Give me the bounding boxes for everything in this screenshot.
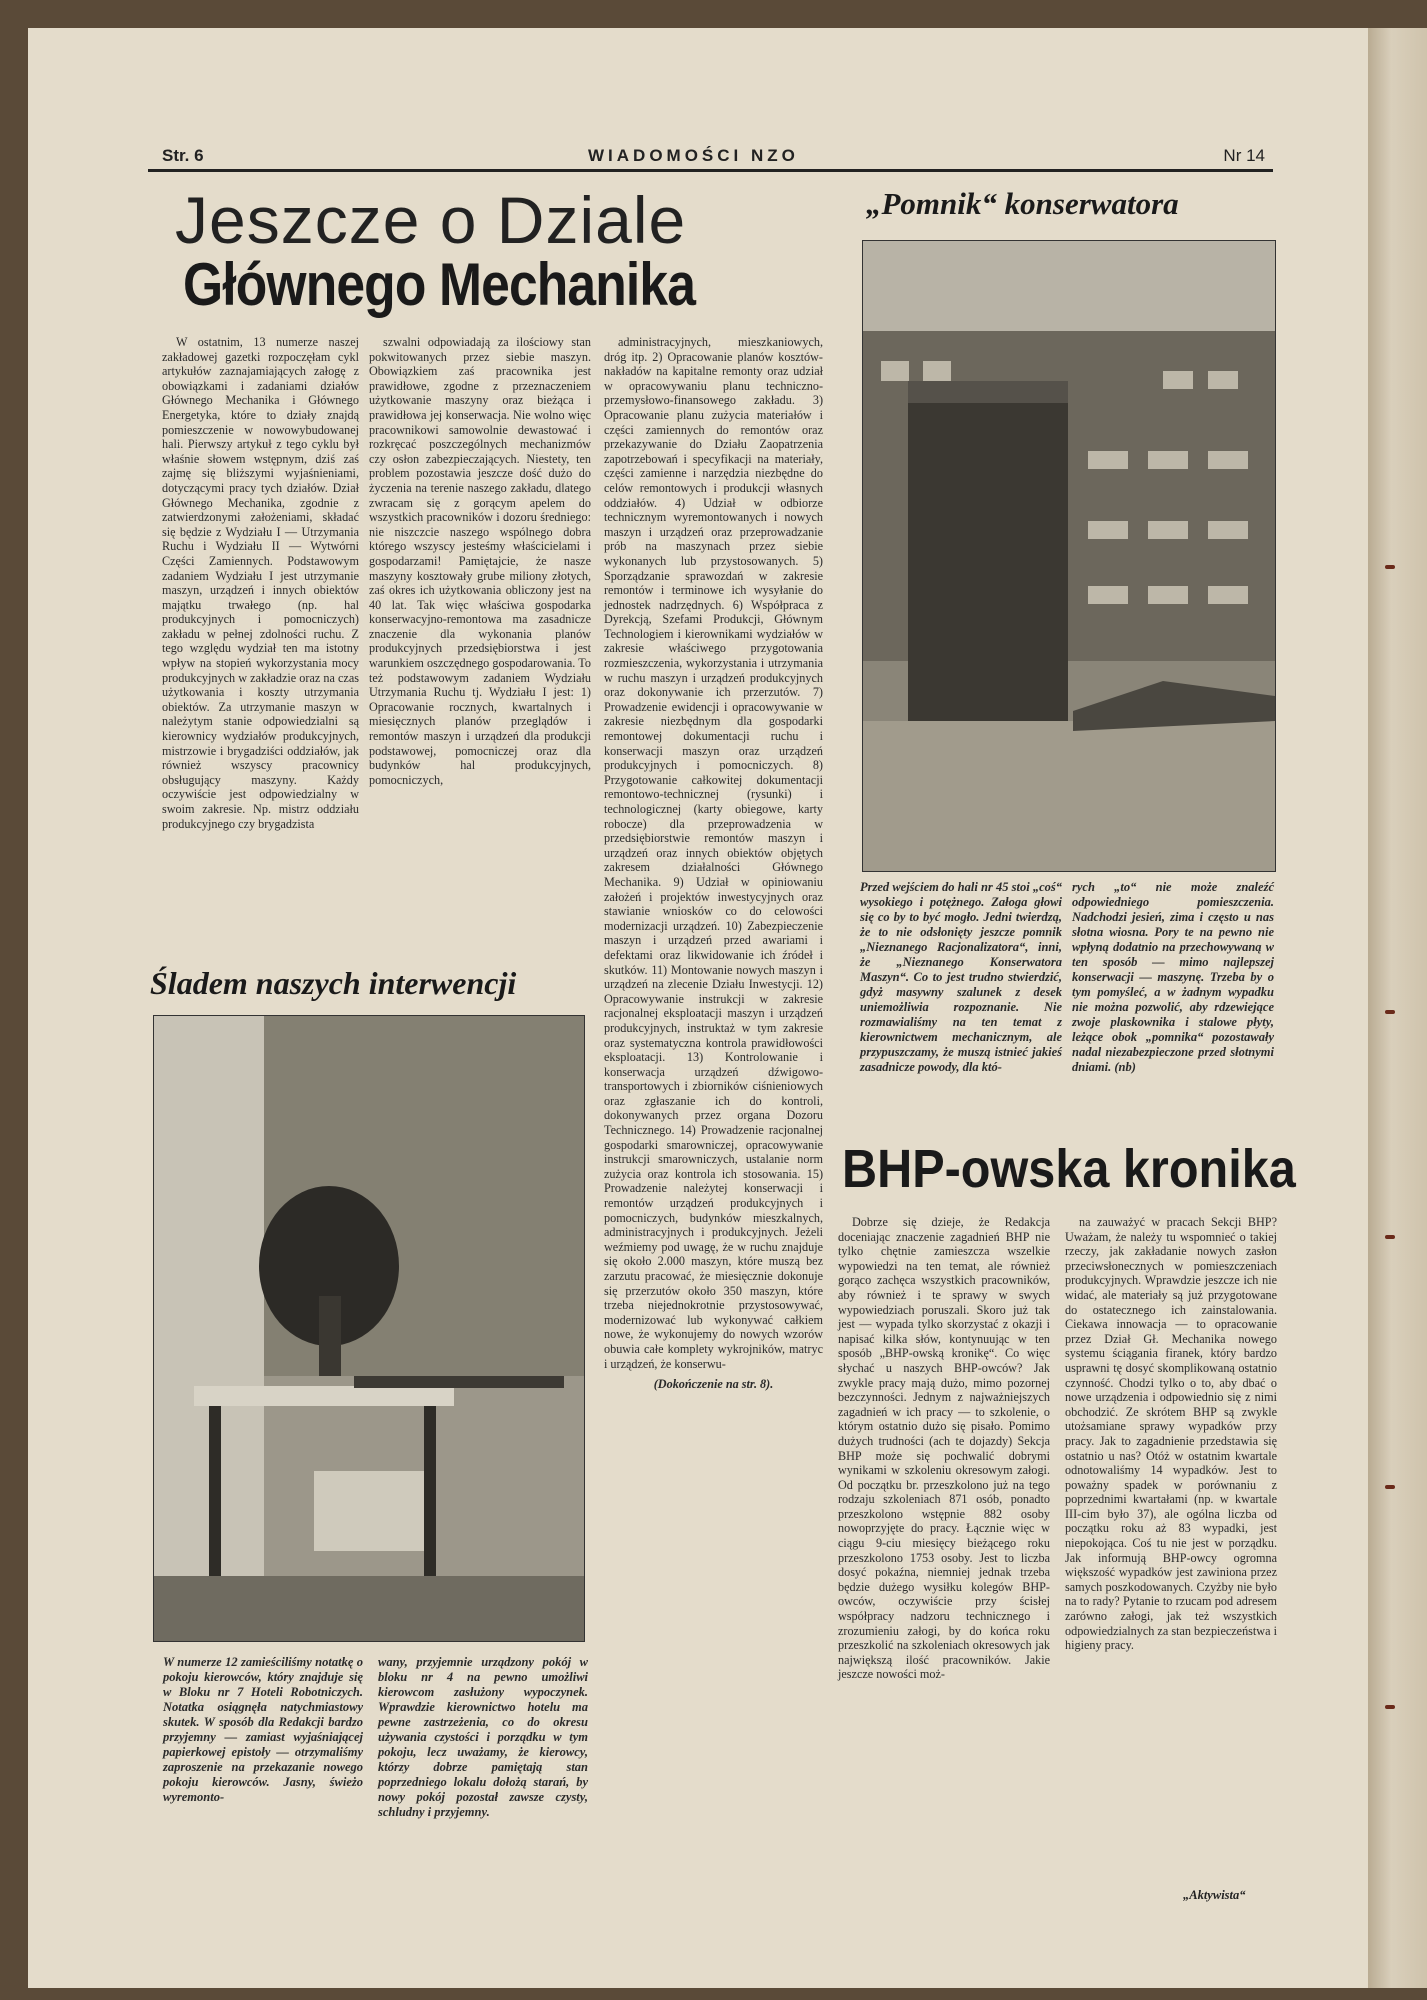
article-column: na zauważyć w pracach Sekcji BHP? Uważam, że należy tu wspomnieć o takiej rzeczy, jak zakładanie nowych zasłon przeciwsłonecznych w pomieszczeniach produkcyjnych. Wprawdzie jeszcze ich nie widać, ale materiały są już przygotowane do ostatecznego ich zainstalowania. Ciekawa innowacja — to opracowanie przez Dział Gł. Mechanika nowego systemu ściągania firanek, który bardzo usprawni tę dosyć skomplikowaną ostatnio czynność. Chodzi tylko o to, aby dbać o nowe urządzenia i odpowiednio się z nimi obchodzić. Ze skrótem BHP są zwykle utożsamiane sprawy wypadków przy pracy. Jak to zagadnienie przedstawia się ostatnio u nas? Otóż w ostatnim kwartale odnotowaliśmy 14 wypadków. Jest to poważny spadek w porównaniu z poprzednimi kwartałami (np. w kwartale III-cim było 37), ale ogólna liczba od początku roku aż 83 wypadki, jest niepokojąca. Coś tu nie jest w porządku. Jak informują BHP-owcy ogromna większość wypadków jest zawiniona przez samych poszkodowanych. Czyżby nie było na to rady? Pytanie to rzucam pod adresem zarówno załogi, jak też wszystkich odpowiedzialnych za stan bezpieczeństwa i higieny pracy.	[1065, 1215, 1277, 1653]
photo-caption: Przed wejściem do hali nr 45 stoi „coś“ wysokiego i potężnego. Załoga głowi się co by to być mogło. Jedni twierdzą, że to nie odsłonięty jeszcze pomnik „Nieznanego Racjonalizatora“, inni, że „Nieznanego Konserwatora Maszyn“. Co to jest trudno stwierdzić, gdyż masywny szalunek z desek uniemożliwia rozpoznanie. Nie rozmawialiśmy na ten temat z kierownictwem mechanicznym, ale przypuszczamy, że muszą istnieć jakieś zasadnicze powody, dla któ-	[860, 880, 1062, 1074]
construction-photo	[862, 240, 1276, 872]
binding-staple	[1385, 1485, 1395, 1489]
article-column: W ostatnim, 13 numerze naszej zakładowej gazetki rozpoczęłam cykl artykułów zaznajamiających załogę z obowiązkami i zadaniami działów Głównego Mechanika i Głównego Energetyka, które to działy znajdą pomieszczenie w nowowybudowanej hali. Pierwszy artykuł z tego cyklu był właśnie słowem wstępnym, dziś zaś zajmę się bliższymi wyjaśnieniami, dotyczącymi pracy tych działów. Dział Głównego Mechanika, zgodnie z zatwierdzonymi założeniami, składać się będzie z Wydziału I — Utrzymania Ruchu i Wydziału II — Wytwórni Części Zamiennych. Podstawowym zadaniem Wydziału I jest utrzymanie maszyn, urządzeń i innych obiektów majątku trwałego (np. hal produkcyjnych i pomocniczych) zakładu w pełnej zdolności ruchu. Z tego względu wydział ten ma istotny wpływ na stopień wykorzystania mocy produkcyjnych w zakładzie oraz na czas użytkowania i koszty utrzymania obiektów. Za utrzymanie maszyn w należytym stanie odpowiedzialni są kierownicy wydziałów produkcyjnych, mistrzowie i brygadziści oddziałów, jak również wszyscy pracownicy obsługujący maszyny. Każdy oczywiście jest odpowiedzialny w swoim zakresie. Np. mistrz oddziału produkcyjnego czy brygadzista	[162, 335, 359, 831]
binding-staple	[1385, 1235, 1395, 1239]
photo-caption: rych „to“ nie może znaleźć odpowiedniego pomieszczenia. Nadchodzi jesień, zima i często u nas słotna wiosna. Pory te na pewno nie wpłyną dodatnio na przechowywaną w ten sposób — mimo najlepszej konserwacji — maszynę. Trzeba by o tym pomyśleć, a w żadnym wypadku nie można pozwolić, aby rdzewiejące zwoje plaskownika i stalowe płyty, leżące obok „pomnika“ pozostawały nadal niezabezpieczone przed słotnymi dniami. (nb)	[1072, 880, 1274, 1074]
article-title-line2: Głównego Mechanika	[183, 251, 696, 318]
page-binding-edge	[1368, 28, 1427, 1988]
newspaper-title: WIADOMOŚCI NZO	[588, 146, 799, 165]
binding-staple	[1385, 1705, 1395, 1709]
article-title: „Pomnik“ konserwatora	[866, 186, 1179, 221]
issue-number: Nr 14	[1223, 146, 1265, 165]
author-signature: „Aktywista“	[1183, 1888, 1246, 1902]
page-header	[148, 143, 1273, 172]
binding-staple	[1385, 565, 1395, 569]
page-number: Str. 6	[162, 146, 204, 165]
room-photo	[153, 1015, 585, 1642]
photo-caption: wany, przyjemnie urządzony pokój w bloku nr 4 na pewno umożliwi kierowcom zasłużony wypoczynek. Wprawdzie kierownictwo hotelu ma pewne zastrzeżenia, co do okresu używania czystości i porządku w tym pokoju, lecz uważamy, że kierowcy, którzy dobrze pamiętają stan poprzedniego lokalu dołożą starań, by nowy pokój pozostał zawsze czysty, schludny i przyjemny.	[378, 1655, 588, 1819]
article-title: BHP-owska kronika	[842, 1139, 1296, 1199]
binding-staple	[1385, 1010, 1395, 1014]
continued-note: (Dokończenie na str. 8).	[653, 1377, 774, 1392]
article-column: administracyjnych, mieszkaniowych, dróg itp. 2) Opracowanie planów kosztów-nakładów na kapitalne remonty oraz udział w opracowywaniu planu techniczno-przemysłowo-finansowego zakładu. 3) Opracowanie planu zużycia materiałów i części zamiennych do remontów oraz przekazywanie do Działu Zaopatrzenia zapotrzebowań i specyfikacji na materiały, części zamienne i narzędzia niezbędne do celów remontowych i produkcji własnych oddziałów. 4) Udział w odbiorze technicznym wyremontowanych i nowych maszyn i urządzeń oraz przeprowadzanie prób na maszynach przez siebie wykonanych lub przystosowanych. 5) Sporządzanie sprawozdań w zakresie remontów i terminowe ich wysyłanie do jednostek nadrzędnych. 6) Współpraca z Dyrekcją, Szefami Produkcji, Głównym Technologiem i kierownikami wydziałów w zakresie właściwego przygotowania rozmieszczenia, wykorzystania i utrzymania w ruchu maszyn i urządzeń produkcyjnych oraz dokonywanie ich przerzutów. 7) Prowadzenie ewidencji i opracowywanie w zakresie niezbędnym dla gospodarki remontowej dokumentacji ruchu i konserwacji maszyn oraz urządzeń produkcyjnych i pomocniczych. 8) Przygotowanie całkowitej dokumentacji remontowo-technicznej (rysunki) i technologicznej (karty obiegowe, karty robocze) dla przeprowadzenia w przedsiębiorstwie remontów maszyn i urządzeń oraz innych obiektów objętych zakresem działalności Głównego Mechanika. 9) Udział w opiniowaniu założeń i projektów inwestycyjnych oraz stawianie wniosków co do celowości modernizacji urządzeń. 10) Zabezpieczenie maszyn i urządzeń przed awariami i defektami oraz likwidowanie ich źródeł i skutków. 11) Montowanie nowych maszyn i urządzeń na zlecenie Działu Inwestycji. 12) Opracowywanie instrukcji w zakresie racjonalnej eksploatacji maszyn i urządzeń produkcyjnych, instruktaż w tym zakresie oraz systematyczna kontrola prawidłowości eksploatacji. 13) Kontrolowanie i konserwacja urządzeń dźwigowo-transportowych i zbiorników ciśnieniowych oraz zgłaszanie ich do kontroli, dokonywanych przez organa Dozoru Technicznego. 14) Prowadzenie racjonalnej gospodarki smarowniczej, opracowywanie instrukcji smarowniczych, ustalanie norm zużycia oraz kontrola ich stosowania. 15) Prowadzenie należytej konserwacji i remontów urządzeń produkcyjnych i pomocniczych, budynków mieszkalnych, administracyjnych i produkcyjnych. Jeżeli weźmiemy pod uwagę, że w ruchu znajduje się około 2.000 maszyn, które muszą bez zarzutu pracować, że miesięcznie dokonuje się przerzutów około 350 maszyn, które trzeba niejednokrotnie przystosowywać, modernizować lub wykonywać całkiem nowe, że wykonujemy do nowych wzorów obuwia całe komplety wykrojników, matryc i urządzeń, że konserwu- (Dokończenie na str. 8).	[604, 335, 823, 1392]
photo-caption: W numerze 12 zamieściliśmy notatkę o pokoju kierowców, który znajduje się w Bloku nr 7 Hoteli Robotniczych. Notatka osiągnęła natychmiastowy skutek. W sposób dla Redakcji bardzo przyjemny — zamiast wyjaśniającej papierkowej epistoły — otrzymaliśmy zaproszenie na przekazanie nowego pokoju kierowców. Jasny, świeżo wyremonto-	[163, 1655, 363, 1804]
article-column: szwalni odpowiadają za ilościowy stan pokwitowanych przez siebie maszyn. Obowiązkiem zaś pracownika jest prawidłowe, zgodne z przeznaczeniem użytkowanie maszyny oraz bieżąca i prawidłowa jej konserwacja. Nie wolno więc pracownikowi samowolnie dewastować i rozkręcać poszczególnych mechanizmów czy osłon zabezpieczających. Niestety, ten problem pozostawia jeszcze dość dużo do życzenia na terenie naszego zakładu, dlatego zwracam się z gorącym apelem do wszystkich pracowników i dozoru średniego: nie niszczcie naszego wspólnego dobra którego wszyscy jesteśmy właścicielami i gospodarzami! Pamiętajcie, że nasze maszyny kosztowały grube miliony złotych, zaś okres ich użytkowania obliczony jest na 40 lat. Tak więc właściwa gospodarka konserwacyjno-remontowa ma zasadnicze znaczenie dla wykonania planów produkcyjnych przedsiębiorstwa i jest warunkiem oszczędnego gospodarowania. To też podstawowym zadaniem Wydziału Utrzymania Ruchu tj. Wydziału I jest: 1) Opracowanie rocznych, kwartalnych i miesięcznych planów przeglądów i remontów maszyn i urządzeń dla produkcji podstawowej, pomocniczej oraz dla budynków hal produkcyjnych, pomocniczych,	[369, 335, 591, 787]
article-title-line1: Jeszcze o Dziale	[175, 183, 687, 257]
article-title: Śladem naszych interwencji	[150, 965, 517, 1001]
article-column: Dobrze się dzieje, że Redakcja doceniając znaczenie zagadnień BHP nie tylko chętnie zamieszcza wszelkie wypowiedzi na ten temat, ale również gorąco zachęca wszystkich pracowników, aby również i te sprawy w swych wypowiedziach poruszali. Skoro już tak jest — wypada tylko skorzystać z okazji i napisać kilka słów, kontynuując w ten sposób „BHP-owską kronikę“. Co więc słychać u naszych BHP-owców? Jak zwykle pracy mają dużo, mimo pozornej bezczynności. Jednym z najważniejszych zagadnień w ich pracy — to szkolenie, o którym ostatnio dużo się pisało. Pomimo dużych trudności (ach te dojazdy) Sekcja BHP może się pochwalić dobrymi wynikami w szkoleniu okresowym załogi. Od początku br. przeszkolono już na tego rodzaju szkoleniach 871 osób, ponadto przeszkolono wstępnie 882 osoby nowoprzyjęte do pracy. Łącznie więc w ciągu 9-ciu miesięcy bieżącego roku przeszkolono 1753 osoby. Jest to liczba dosyć pokaźna, niemniej jednak trzeba będzie dużego wysiłku kolegów BHP-owców, oczywiście przy ścisłej współpracy nadzoru technicznego i zrozumieniu załogi, by do końca roku przeszkolić na szkoleniach okresowych jak największą ilość pracowników. Jakie jeszcze nowości moż-	[838, 1215, 1050, 1682]
